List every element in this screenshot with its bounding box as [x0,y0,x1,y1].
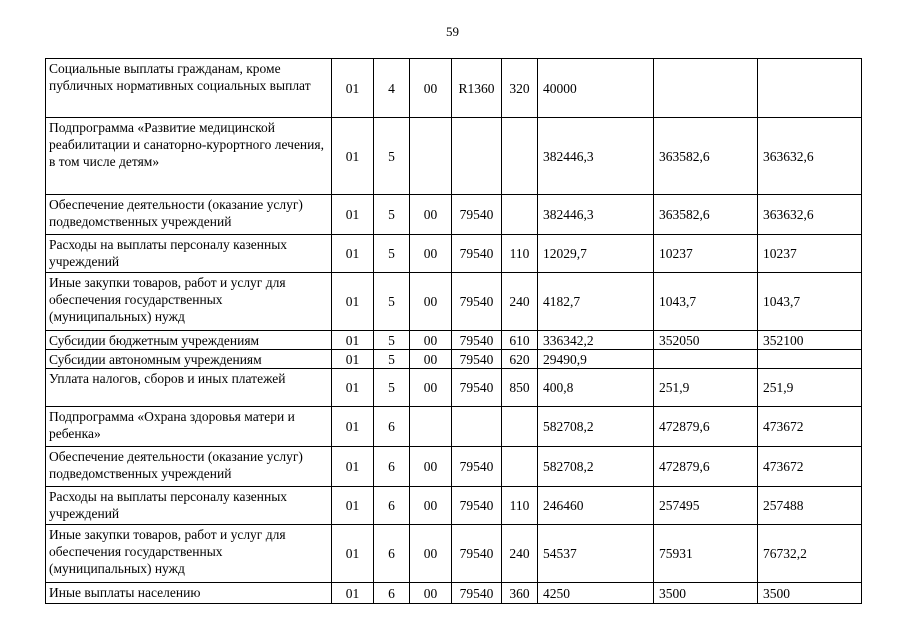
event-code-cell [410,118,452,195]
target-code-cell: 79540 [452,369,502,407]
table-row [46,235,862,273]
item-name-cell: Расходы на выплаты персоналу казенных учреждений [46,487,332,525]
section-code-cell: 01 [332,59,374,118]
section-code-cell: 01 [332,331,374,350]
expense-type-cell [502,447,538,487]
target-code-cell: 79540 [452,350,502,369]
item-name-cell: Иные выплаты населению [46,583,332,604]
amount-year1-cell: 582708,2 [538,407,654,447]
table-row [46,273,862,331]
amount-year2-cell: 352050 [654,331,758,350]
amount-year3-cell: 363632,6 [758,118,862,195]
item-name-cell: Подпрограмма «Охрана здоровья матери и ребенка» [46,407,332,447]
expense-type-cell: 240 [502,273,538,331]
item-name-cell: Расходы на выплаты персоналу казенных учреждений [46,235,332,273]
expense-type-cell: 320 [502,59,538,118]
item-name-cell: Подпрограмма «Развитие медицинской реабилитации и санаторно-курортного лечения, в том числе детям» [46,118,332,195]
item-name-cell: Иные закупки товаров, работ и услуг для обеспечения государственных (муниципальных) нужд [46,273,332,331]
amount-year2-cell: 472879,6 [654,447,758,487]
amount-year2-cell: 1043,7 [654,273,758,331]
expense-type-cell: 620 [502,350,538,369]
subprogram-code-cell: 5 [374,118,410,195]
section-code-cell: 01 [332,407,374,447]
event-code-cell: 00 [410,487,452,525]
table-row [46,447,862,487]
expense-type-cell: 240 [502,525,538,583]
subprogram-code-cell: 5 [374,350,410,369]
amount-year2-cell: 251,9 [654,369,758,407]
expense-type-cell: 110 [502,487,538,525]
table-row [46,525,862,583]
table-row [46,350,862,369]
amount-year1-cell: 336342,2 [538,331,654,350]
expense-type-cell [502,407,538,447]
expense-type-cell [502,118,538,195]
event-code-cell: 00 [410,273,452,331]
amount-year3-cell: 76732,2 [758,525,862,583]
amount-year3-cell: 257488 [758,487,862,525]
target-code-cell: 79540 [452,487,502,525]
section-code-cell: 01 [332,195,374,235]
subprogram-code-cell: 6 [374,487,410,525]
table-row [46,487,862,525]
amount-year3-cell [758,350,862,369]
amount-year1-cell: 12029,7 [538,235,654,273]
event-code-cell: 00 [410,350,452,369]
target-code-cell: 79540 [452,525,502,583]
amount-year1-cell: 382446,3 [538,195,654,235]
amount-year1-cell: 4182,7 [538,273,654,331]
expense-type-cell: 360 [502,583,538,604]
section-code-cell: 01 [332,487,374,525]
amount-year1-cell: 382446,3 [538,118,654,195]
item-name-cell: Обеспечение деятельности (оказание услуг) подведомственных учреждений [46,195,332,235]
amount-year3-cell: 363632,6 [758,195,862,235]
event-code-cell [410,407,452,447]
subprogram-code-cell: 5 [374,331,410,350]
target-code-cell: 79540 [452,583,502,604]
subprogram-code-cell: 6 [374,525,410,583]
event-code-cell: 00 [410,447,452,487]
table-body [46,59,862,604]
subprogram-code-cell: 6 [374,583,410,604]
event-code-cell: 00 [410,525,452,583]
subprogram-code-cell: 5 [374,369,410,407]
amount-year1-cell: 40000 [538,59,654,118]
section-code-cell: 01 [332,235,374,273]
event-code-cell: 00 [410,369,452,407]
expense-type-cell: 110 [502,235,538,273]
amount-year3-cell: 473672 [758,447,862,487]
target-code-cell [452,407,502,447]
amount-year1-cell: 400,8 [538,369,654,407]
expense-type-cell: 850 [502,369,538,407]
section-code-cell: 01 [332,350,374,369]
amount-year2-cell: 363582,6 [654,118,758,195]
item-name-cell: Социальные выплаты гражданам, кроме публичных нормативных социальных выплат [46,59,332,118]
amount-year3-cell [758,59,862,118]
target-code-cell: 79540 [452,273,502,331]
target-code-cell: 79540 [452,447,502,487]
item-name-cell: Субсидии автономным учреждениям [46,350,332,369]
amount-year2-cell [654,59,758,118]
table-row [46,369,862,407]
event-code-cell: 00 [410,331,452,350]
event-code-cell: 00 [410,59,452,118]
subprogram-code-cell: 4 [374,59,410,118]
item-name-cell: Иные закупки товаров, работ и услуг для обеспечения государственных (муниципальных) нужд [46,525,332,583]
table-row [46,195,862,235]
target-code-cell: 79540 [452,235,502,273]
subprogram-code-cell: 6 [374,447,410,487]
expense-type-cell [502,195,538,235]
event-code-cell: 00 [410,235,452,273]
section-code-cell: 01 [332,369,374,407]
amount-year3-cell: 352100 [758,331,862,350]
amount-year1-cell: 4250 [538,583,654,604]
target-code-cell: 79540 [452,195,502,235]
amount-year2-cell: 257495 [654,487,758,525]
expense-type-cell: 610 [502,331,538,350]
section-code-cell: 01 [332,447,374,487]
section-code-cell: 01 [332,525,374,583]
amount-year3-cell: 1043,7 [758,273,862,331]
amount-year1-cell: 29490,9 [538,350,654,369]
amount-year3-cell: 473672 [758,407,862,447]
subprogram-code-cell: 5 [374,235,410,273]
subprogram-code-cell: 5 [374,195,410,235]
target-code-cell: R1360 [452,59,502,118]
event-code-cell: 00 [410,583,452,604]
amount-year3-cell: 251,9 [758,369,862,407]
amount-year1-cell: 582708,2 [538,447,654,487]
amount-year1-cell: 246460 [538,487,654,525]
budget-table [45,58,862,604]
section-code-cell: 01 [332,273,374,331]
amount-year2-cell: 75931 [654,525,758,583]
amount-year1-cell: 54537 [538,525,654,583]
amount-year2-cell: 363582,6 [654,195,758,235]
section-code-cell: 01 [332,118,374,195]
item-name-cell: Обеспечение деятельности (оказание услуг) подведомственных учреждений [46,447,332,487]
amount-year3-cell: 10237 [758,235,862,273]
table-row [46,583,862,604]
item-name-cell: Субсидии бюджетным учреждениям [46,331,332,350]
amount-year2-cell: 472879,6 [654,407,758,447]
table-row [46,331,862,350]
amount-year2-cell: 10237 [654,235,758,273]
table-row [46,59,862,118]
section-code-cell: 01 [332,583,374,604]
subprogram-code-cell: 5 [374,273,410,331]
page-number: 59 [446,24,459,39]
amount-year3-cell: 3500 [758,583,862,604]
table-row [46,407,862,447]
amount-year2-cell [654,350,758,369]
item-name-cell: Уплата налогов, сборов и иных платежей [46,369,332,407]
subprogram-code-cell: 6 [374,407,410,447]
target-code-cell [452,118,502,195]
event-code-cell: 00 [410,195,452,235]
table-row [46,118,862,195]
target-code-cell: 79540 [452,331,502,350]
amount-year2-cell: 3500 [654,583,758,604]
